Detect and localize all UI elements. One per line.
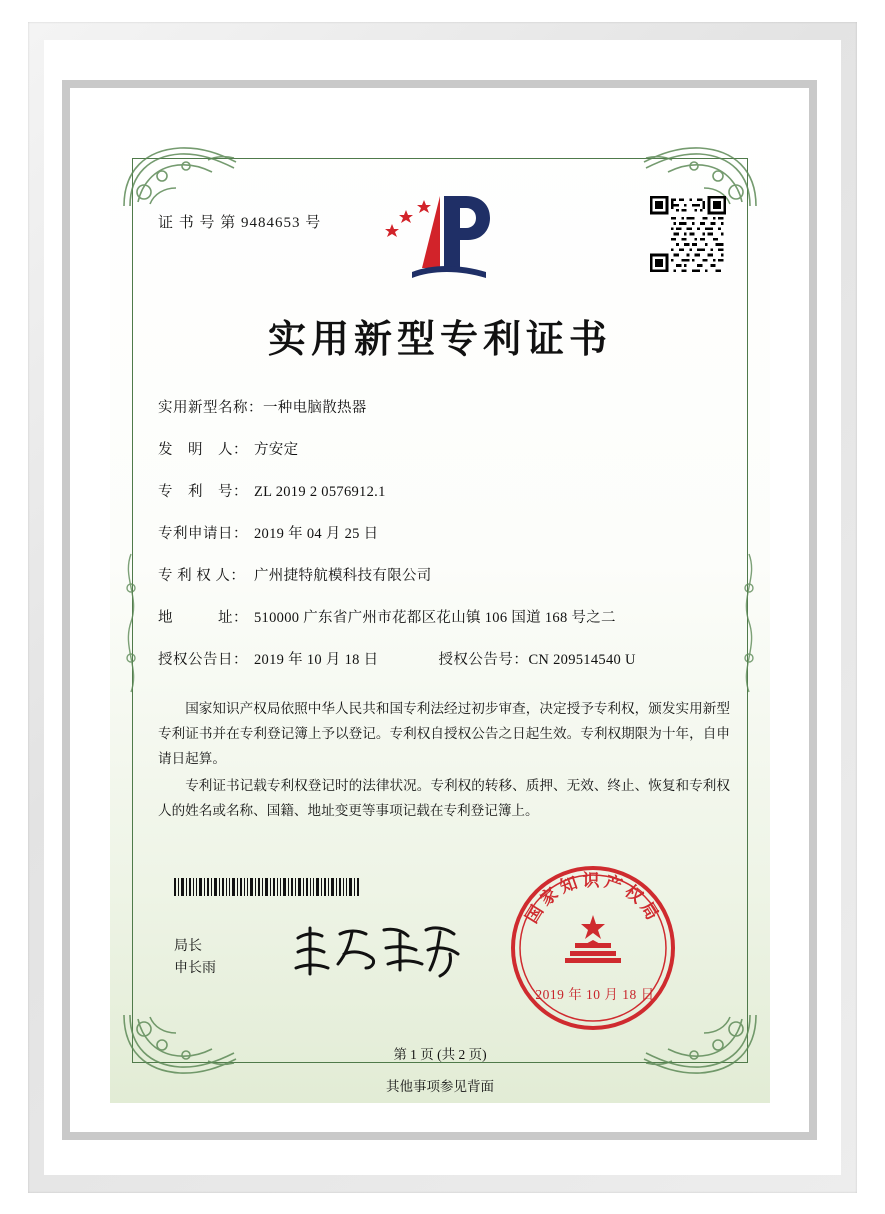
field-value: ZL 2019 2 0576912.1 xyxy=(254,484,386,500)
field-list xyxy=(158,396,733,690)
signature-name-label: 申长雨 xyxy=(174,961,216,976)
field-label: 专 利 权 人： xyxy=(158,568,246,584)
field-value: 广州捷特航模科技有限公司 xyxy=(254,568,432,584)
field-label: 授权公告日： xyxy=(158,652,248,668)
certificate-number: 证 书 号 第 9484653 号 xyxy=(158,215,322,231)
field-row-inventor xyxy=(158,438,733,459)
legal-paragraph: 国家知识产权局依照中华人民共和国专利法经过初步审查，决定授予专利权，颁发实用新型专利证书并在专利登记簿上予以登记。专利权自授权公告之日起生效。专利权期限为十年，自申请日起算。 xyxy=(158,701,730,766)
field-value: 方安定 xyxy=(254,442,299,458)
certificate-page xyxy=(110,118,770,1103)
legal-text-block xyxy=(158,696,730,825)
field-row-application-date xyxy=(158,522,733,543)
signature-role-label: 局长 xyxy=(174,939,202,954)
patent-office-logo-icon xyxy=(382,190,502,282)
legal-paragraph: 专利证书记载专利权登记时的法律状况。专利权的转移、质押、无效、终止、恢复和专利权人的姓名或名称、国籍、地址变更等事项记载在专利登记簿上。 xyxy=(158,778,730,818)
footnote: 其他事项参见背面 xyxy=(386,1079,494,1094)
signature-labels xyxy=(174,936,216,980)
handwritten-signature-icon xyxy=(288,918,468,984)
field-label: 地 址： xyxy=(158,610,248,626)
field-label: 专 利 号： xyxy=(158,484,248,500)
field-row-patent-number xyxy=(158,480,733,501)
field-value: 一种电脑散热器 xyxy=(263,400,367,416)
side-ornament-icon xyxy=(736,548,762,698)
field-label: 专利申请日： xyxy=(158,526,248,542)
field-row-utility-model-name xyxy=(158,396,733,417)
barcode-icon xyxy=(174,878,364,896)
qr-code-icon xyxy=(650,196,726,272)
field-label-secondary: 授权公告号： xyxy=(438,652,529,668)
field-value: 2019 年 10 月 18 日 xyxy=(254,652,379,668)
corner-ornament-icon xyxy=(120,140,240,210)
field-label: 实用新型名称： xyxy=(158,400,263,416)
page-title: 实用新型专利证书 xyxy=(267,319,612,361)
field-value: 510000 广东省广州市花都区花山镇 106 国道 168 号之二 xyxy=(254,610,616,626)
field-row-address xyxy=(158,606,733,627)
svg-text:国家知识产权局: 国家知识产权局 xyxy=(521,871,665,927)
seal-date: 2019 年 10 月 18 日 xyxy=(535,987,655,1002)
side-ornament-icon xyxy=(118,548,144,698)
field-value-secondary: CN 209514540 U xyxy=(528,652,636,668)
field-row-patentee xyxy=(158,564,733,585)
page-number: 第 1 页 (共 2 页) xyxy=(393,1047,487,1062)
field-row-grant-announcement xyxy=(158,648,733,669)
field-value: 2019 年 04 月 25 日 xyxy=(254,526,379,542)
official-seal-icon xyxy=(508,863,678,1033)
field-label: 发 明 人： xyxy=(158,442,248,458)
